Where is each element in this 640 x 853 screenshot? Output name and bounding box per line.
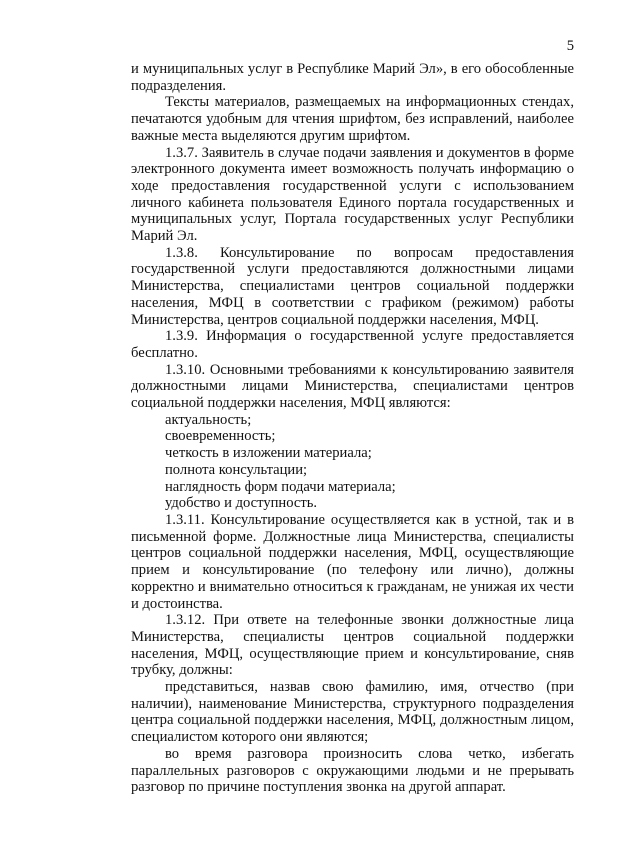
page-number: 5	[566, 38, 574, 54]
paragraph-1-3-8: 1.3.8. Консультирование по вопросам предоставления государственной услуги предоставляются должностными лицами Министерства, специалистами центров социальной поддержки населения, МФЦ в соответствии с графиком (режимом) работы Министерства, центров социальной поддержки населения, МФЦ.	[131, 244, 574, 328]
paragraph-stands-text: Тексты материалов, размещаемых на информационных стендах, печатаются удобным для чтения шрифтом, без исправлений, наиболее важные места выделяются другим шрифтом.	[131, 94, 574, 144]
list-item: своевременность;	[165, 428, 276, 445]
paragraph-1-3-11: 1.3.11. Консультирование осуществляется как в устной, так и в письменной форме. Должностные лица Министерства, специалисты центров социальной поддержки населения, МФЦ, осуществляющие прием и консультирование (по телефону или лично), должны корректно и внимательно относиться к гражданам, не унижая их чести и достоинства.	[131, 511, 574, 612]
paragraph-1-3-7: 1.3.7. Заявитель в случае подачи заявления и документов в форме электронного документа имеет возможность получать информацию о ходе предоставления государственной услуги с использованием личного кабинета пользователя Единого портала государственных и муниципальных услуг, Портала государственных услуг Республики Марий Эл.	[131, 144, 574, 245]
requirements-list	[131, 412, 574, 512]
paragraph-continuation: и муниципальных услуг в Республике Марий Эл», в его обособленные подразделения.	[131, 61, 574, 94]
paragraph-1-3-12: 1.3.12. При ответе на телефонные звонки должностные лица Министерства, специалисты центров социальной поддержки населения, МФЦ, осуществляющие прием и консультирование, сняв трубку, должны:	[131, 612, 574, 679]
paragraph-introduce: представиться, назвав свою фамилию, имя, отчество (при наличии), наименование Министерства, структурного подразделения центра социальной поддержки населения, МФЦ, должностным лицом, специалистом которого они являются;	[131, 679, 574, 746]
list-item: удобство и доступность.	[165, 495, 318, 512]
paragraph-1-3-9: 1.3.9. Информация о государственной услуге предоставляется бесплатно.	[131, 328, 574, 361]
list-item: полнота консультации;	[165, 461, 308, 478]
list-item: актуальность;	[165, 411, 252, 428]
document-body	[131, 61, 574, 796]
paragraph-1-3-10: 1.3.10. Основными требованиями к консультированию заявителя должностными лицами Министерства, специалистами центров социальной поддержки населения, МФЦ являются:	[131, 361, 574, 412]
paragraph-speak-clearly: во время разговора произносить слова четко, избегать параллельных разговоров с окружающими людьми и не прерывать разговор по причине поступления звонка на другой аппарат.	[131, 745, 574, 796]
list-item: четкость в изложении материала;	[165, 445, 372, 462]
list-item: наглядность форм подачи материала;	[165, 478, 396, 495]
